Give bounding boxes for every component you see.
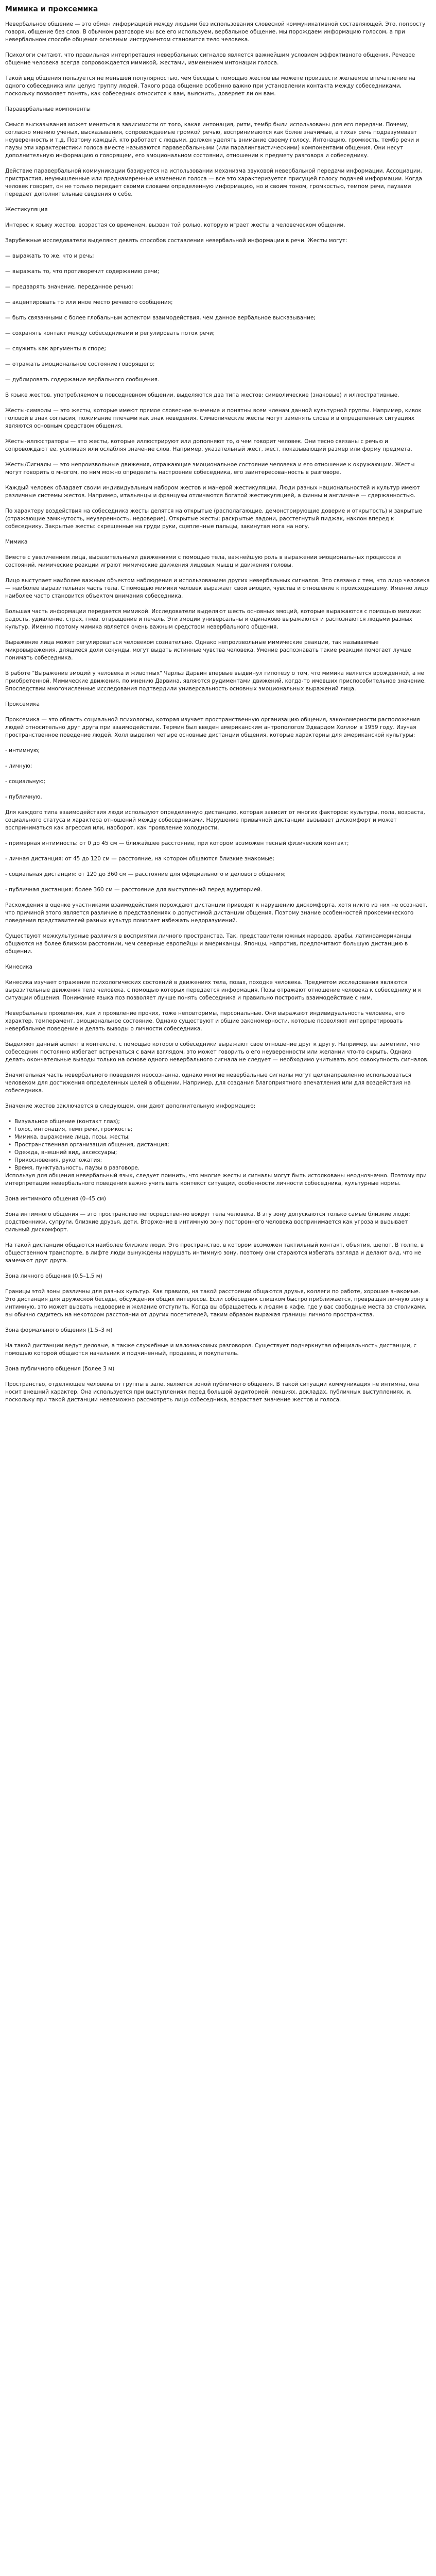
paragraph: Жестикуляция (5, 207, 48, 213)
list-item: • Прикосновения, рукопожатия; (14, 1157, 431, 1164)
paragraph: Используя для общения невербальный язык, следует помнить, что многие жесты и сигналы могут быть истолкованы неоднозначно. Поэтому при интерпретации невербального поведения важно учитывать контекст ситуации, особенности личности собеседника, культурные нормы. (5, 1173, 427, 1187)
paragraph: - публичную. (5, 794, 42, 800)
article-title: Мимика и проксемика (5, 5, 98, 13)
paragraph: Лицо выступает наиболее важным объектом наблюдения и использованием других невербальных сигналов. Это связано с тем, что лицо человека — наиболее выразительная часть тела. С помощью мимики человек выражает свои эмоции, чувства и отношение к происходящему. Именно лицо наиболее часто становится объектом внимания собеседника. (5, 578, 430, 599)
paragraph: Вместе с увеличением лица, выразительными движениями с помощью тела, важнейшую роль в выражении эмоциональных процессов и состояний, мимические реакции играют мимические движения лицевых мышц и движения головы. (5, 554, 401, 568)
paragraph: Паравербальные компоненты (5, 106, 91, 112)
paragraph: - личную; (5, 763, 32, 769)
paragraph: — выражать то, что противоречит содержанию речи; (5, 268, 160, 275)
bullet-list (5, 1118, 431, 1172)
paragraph: Существуют межкультурные различия в восприятии личного пространства. Так, представители южных народов, арабы, латиноамериканцы общаются на более близком расстоянии, чем северные европейцы и американцы. Японцы, напротив, предпочитают большую дистанцию в общении. (5, 933, 412, 955)
paragraph: Зона публичного общения (более 3 м) (5, 1366, 115, 1372)
paragraph: В работе "Выражение эмоций у человека и животных" Чарльз Дарвин впервые выдвинул гипотезу о том, что мимика является врожденной, а не приобретенной. Мимические движения, по мнению Дарвина, являются рудиментами движений, когда-то имевших приспособительное значение. Впоследствии многочисленные исследования подтвердили универсальность основных эмоциональных выражений лица. (5, 670, 426, 692)
paragraph: Жесты/Сигналы — это непроизвольные движения, отражающие эмоциональное состояние человека и его отношение к окружающим. Жесты могут говорить о многом, по ним можно определить настроение собеседника, его заинтересованность в разговоре. (5, 462, 415, 476)
paragraph: — отражать эмоциональное состояние говорящего; (5, 361, 155, 367)
paragraph: В языке жестов, употребляемом в повседневном общении, выделяются два типа жестов: символические (знаковые) и иллюстративные. (5, 392, 399, 398)
paragraph: Проксемика (5, 701, 40, 707)
paragraph: Для каждого типа взаимодействия люди используют определенную дистанцию, которая зависит от многих факторов: культуры, пола, возраста, социального статуса и характера отношений между собеседниками. Нарушение привычной дистанции вызывает дискомфорт и может восприниматься как агрессия или, наоборот, как проявление холодности. (5, 809, 425, 831)
paragraph: Большая часть информации передается мимикой. Исследователи выделяют шесть основных эмоций, которые выражаются с помощью мимики: радость, удивление, страх, гнев, отвращение и печаль. Эти эмоции универсальны и одинаково выражаются и распознаются людьми разных культур. Именно поэтому мимика является очень важным средством невербального общения. (5, 608, 422, 630)
paragraph: Невербальное общение — это обмен информацией между людьми без использования словесной коммуникативной составляющей. Это, попросту говоря, общение без слов. В обычном разговоре мы все его используем, вербальное общение, мы порождаем информацию голосом, а при невербальном способе общения основным инструментом становится тело человека. (5, 21, 426, 43)
article-body-continued (5, 1172, 431, 1404)
paragraph: Невербальные проявления, как и проявление прочих, тоже неповторимы, персональные. Они выражают индивидуальность человека, его характер, темперамент, эмоциональное состояние. Однако существуют и общие закономерности, которые позволяют интерпретировать невербальное поведение и делать выводы о личности собеседника. (5, 1010, 405, 1032)
paragraph: - социальная дистанция: от 120 до 360 см — расстояние для официального и делового общения; (5, 871, 286, 877)
list-item: • Пространственная организация общения, дистанция; (14, 1141, 431, 1149)
article-body (5, 21, 431, 1110)
paragraph: Кинесика изучает отражение психологических состояний в движениях тела, позах, походке человека. Предметом исследования являются выразительные движения тела человека, с помощью которых передается информация. Позы отражают отношение человека к собеседнику и к ситуации общения. Понимание языка поз позволяет лучше понять собеседника и правильно построить взаимодействие с ним. (5, 979, 422, 1001)
list-item: • Голос, интонация, темп речи, громкость; (14, 1126, 431, 1133)
paragraph: — акцентировать то или иное место речевого сообщения; (5, 299, 173, 306)
paragraph: По характеру воздействия на собеседника жесты делятся на открытые (располагающие, демонстрирующие доверие и открытость) и закрытые (отражающие замкнутость, неуверенность, недоверие). Открытые жесты: раскрытые ладони, расстегнутый пиджак, наклон вперед к собеседнику. Закрытые жесты: скрещенные на груди руки, сцепленные пальцы, закинутая нога на ногу. (5, 508, 422, 530)
paragraph: Проксемика — это область социальной психологии, которая изучает пространственную организацию общения, закономерности расположения людей относительно друг друга при взаимодействии. Термин был введен американским антропологом Эдвардом Холлом в 1959 году. Изучая пространственное поведение людей, Холл выделил четыре основные дистанции общения, которые характерны для американской культуры: (5, 717, 420, 738)
paragraph: — служить как аргументы в споре; (5, 346, 106, 352)
paragraph: — быть связанными с более глобальным аспектом взаимодействия, чем данное вербальное высказывание; (5, 315, 316, 321)
paragraph: На такой дистанции общаются наиболее близкие люди. Это пространство, в котором возможен тактильный контакт, объятия, шепот. В толпе, в общественном транспорте, в лифте люди вынуждены нарушать интимную зону, поэтому они стараются избегать взгляда и делают вид, что не замечают друг друга. (5, 1242, 424, 1264)
paragraph: Выражение лица может регулироваться человеком сознательно. Однако непроизвольные мимические реакции, так называемые микровыражения, длящиеся доли секунды, могут выдать истинные чувства человека. Умение распознавать такие реакции помогает лучше понимать собеседника. (5, 639, 411, 661)
paragraph: Жесты-символы — это жесты, которые имеют прямое словесное значение и понятны всем членам данной культурной группы. Например, кивок головой в знак согласия, пожимание плечами как знак неведения. Символические жесты могут заменять слова и в определенных ситуациях являются основным средством общения. (5, 408, 422, 429)
paragraph: Значительная часть невербального поведения неосознанна, однако многие невербальные сигналы могут целенаправленно использоваться человеком для достижения определенных целей в общении. Например, для создания благоприятного впечатления или для воздействия на собеседника. (5, 1072, 412, 1094)
paragraph: Действие паравербальной коммуникации базируется на использовании механизма звуковой невербальной передачи информации. Ассоциации, пристрастия, неумышленные или преднамеренные изменения голоса — все это характеризуется присущей голосу подачей информации. Когда человек говорит, он не только передает своими словами определенную информацию, но и своим тоном, громкостью, темпом речи, паузами передает дополнительные сведения о себе. (5, 168, 422, 197)
paragraph: Зона личного общения (0,5–1,5 м) (5, 1273, 102, 1279)
paragraph: - примерная интимность: от 0 до 45 см — ближайшее расстояние, при котором возможен тесный физический контакт; (5, 840, 349, 846)
paragraph: - публичная дистанция: более 360 см — расстояние для выступлений перед аудиторией. (5, 887, 263, 893)
paragraph: Смысл высказывания может меняться в зависимости от того, какая интонация, ритм, тембр были использованы для его передачи. Почему, согласно мнению ученых, высказывания, сопровождаемые громкой речью, воспринимаются как более значимые, а тихая речь подразумевает неуверенность и т.д. Поэтому каждый, кто работает с людьми, должен уделять внимание своему голосу. Интонацию, громкость, тембр речи и паузы эти характеристики голоса вместе называются паравербальными (или паралингвистическими) компонентами общения. Они несут дополнительную информацию о говорящем, его эмоциональном состоянии, отношении к предмету разговора и собеседнику. (5, 122, 420, 159)
list-item: • Время, пунктуальность, паузы в разговоре. (14, 1164, 431, 1172)
paragraph: Значение жестов заключается в следующем, они дают дополнительную информацию: (5, 1103, 256, 1109)
paragraph: Каждый человек обладает своим индивидуальным набором жестов и манерой жестикуляции. Люди разных национальностей и культур имеют различные системы жестов. Например, итальянцы и французы отличаются богатой жестикуляцией, а финны и англичане — сдержанностью. (5, 485, 420, 499)
paragraph: Зона интимного общения (0–45 см) (5, 1196, 107, 1202)
paragraph: Психологи считают, что правильная интерпретация невербальных сигналов является важнейшим условием эффективного общения. Речевое общение человека всегда сопровождается мимикой, жестами, изменением интонации голоса. (5, 52, 415, 66)
paragraph: — выражать то же, что и речь; (5, 253, 94, 259)
paragraph: Пространство, отделяющее человека от группы в зале, является зоной публичного общения. В такой ситуации коммуникация не интимна, она носит внешний характер. Она используется при выступлениях перед большой аудиторией: лекциях, докладах, публичных выступлениях, и, поскольку при такой дистанции невозможно рассмотреть лицо собеседника, возрастает значение жестов и голоса. (5, 1381, 419, 1403)
list-item: • Одежда, внешний вид, аксессуары; (14, 1149, 431, 1157)
paragraph: Кинесика (5, 964, 32, 970)
paragraph: — сохранять контакт между собеседниками и регулировать поток речи; (5, 330, 215, 336)
paragraph: Зона формального общения (1,5–3 м) (5, 1327, 113, 1333)
paragraph: — предварять значение, переданное речью; (5, 284, 133, 290)
paragraph: Зона интимного общения — это пространство непосредственно вокруг тела человека. В эту зону допускаются только самые близкие люди: родственники, супруги, близкие друзья, дети. Вторжение в интимную зону постороннего человека воспринимается как угроза и вызывает сильный дискомфорт. (5, 1211, 410, 1233)
paragraph: Такой вид общения пользуется не меньшей популярностью, чем беседы с помощью жестов вы можете произвести желаемое впечатление на одного собеседника или целую группу людей. Такого рода общение особенно важно при установлении контакта между собеседниками, поскольку позволяет понять, как собеседник относится к вам, выяснить, доверяет ли он вам. (5, 75, 415, 97)
paragraph: Жесты-иллюстраторы — это жесты, которые иллюстрируют или дополняют то, о чем говорит человек. Они тесно связаны с речью и сопровождают ее, усиливая или ослабляя значение слов. Например, указательный жест, жест, показывающий размер или форму предмета. (5, 438, 412, 452)
paragraph: На такой дистанции ведут деловые, а также служебные и малознакомых разговоров. Существует подчеркнутая официальность дистанции, с помощью которой общаются начальник и подчиненный, продавец и покупатель. (5, 1343, 417, 1357)
paragraph: Выделяют данный аспект в контексте, с помощью которого собеседники выражают свое отношение друг к другу. Например, вы заметили, что собеседник постоянно избегает встречаться с вами взглядом, это может говорить о его неуверенности или желании что-то скрыть. Однако делать окончательные выводы только на основе одного невербального сигнала не следует — необходимо учитывать всю совокупность сигналов. (5, 1041, 429, 1063)
paragraph: Мимика (5, 539, 28, 545)
paragraph: Границы этой зоны различны для разных культур. Как правило, на такой расстоянии общаются друзья, коллеги по работе, хорошие знакомые. Это дистанция для дружеской беседы, обсуждения общих интересов. Если собеседник слишком быстро приближается, превращая личную зону в интимную, это может вызвать недоверие и желание отступить. Когда вы обращаетесь к людям в кафе, где у вас свободные места за столиками, вы обычно садитесь на некотором расстоянии от других посетителей, таким образом выражая границы личного пространства. (5, 1289, 429, 1318)
paragraph: — дублировать содержание вербального сообщения. (5, 377, 160, 383)
paragraph: - личная дистанция: от 45 до 120 см — расстояние, на котором общаются близкие знакомые; (5, 856, 274, 862)
list-item: • Мимика, выражение лица, позы, жесты; (14, 1133, 431, 1141)
paragraph: Расхождения в оценке участниками взаимодействия порождают дистанции приводят к нарушению дискомфорта, хотя никто из них не осознает, что причиной этого является различие в представлениях о допустимой дистанции общения. Поэтому знание особенностей проксемического поведения представителей разных культур помогает избежать недоразумений. (5, 902, 428, 924)
paragraph: Зарубежные исследователи выделяют девять способов составления невербальной информации в речи. Жесты могут: (5, 238, 347, 244)
paragraph: - интимную; (5, 748, 40, 754)
paragraph: - социальную; (5, 778, 46, 785)
list-item: • Визуальное общение (контакт глаз); (14, 1118, 431, 1126)
paragraph: Интерес к языку жестов, возрастая со временем, вызван той ролью, которую играет жесты в человеческом общении. (5, 222, 345, 228)
